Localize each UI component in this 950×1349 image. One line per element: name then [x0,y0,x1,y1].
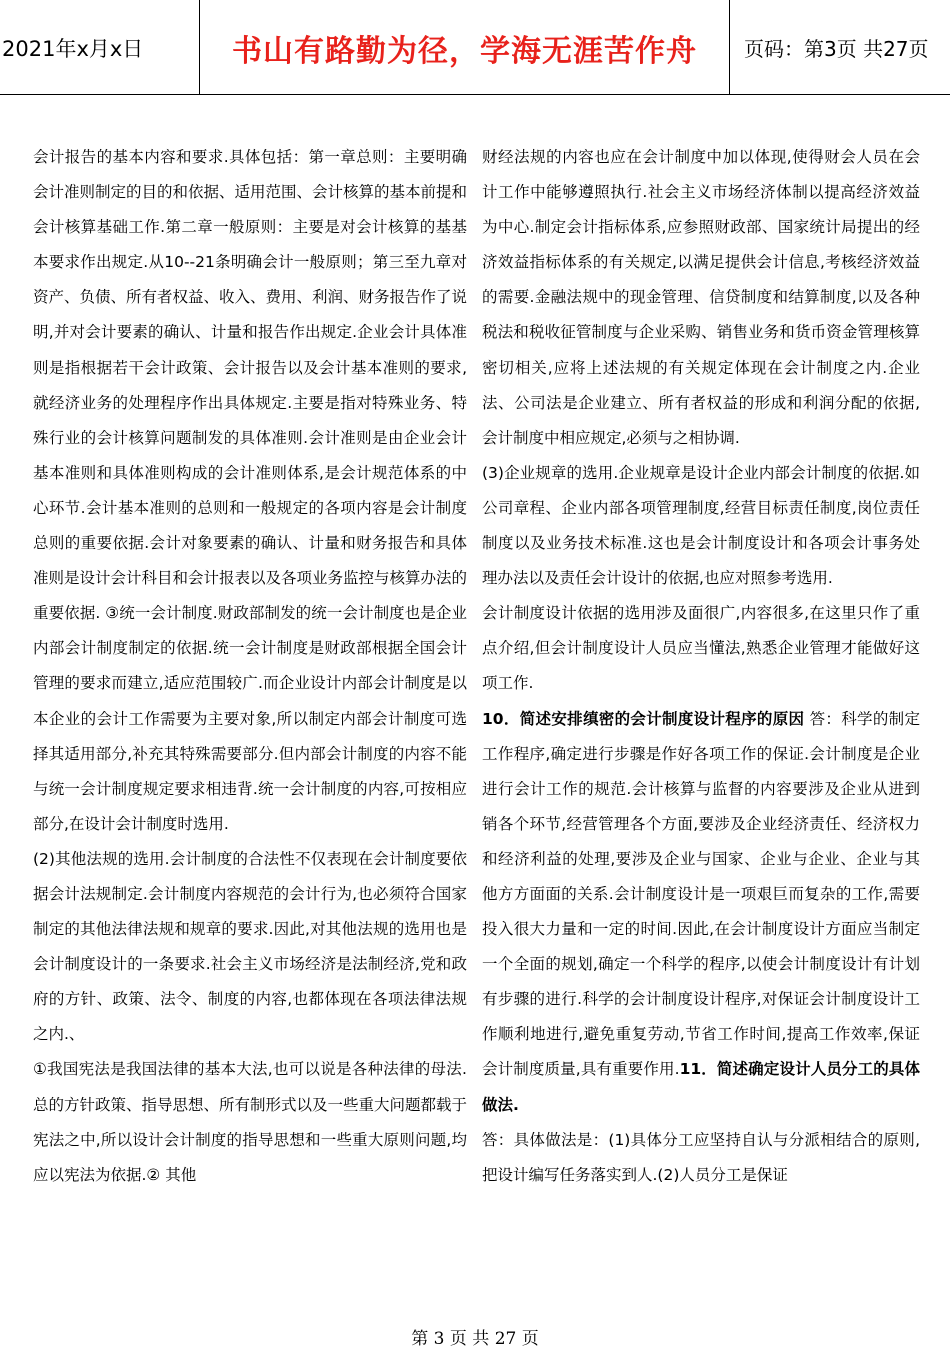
header-motto: 书山有路勤为径，学海无涯苦作舟 [200,0,730,95]
question-10-title: 10．简述安排缜密的会计制度设计程序的原因 [482,709,805,728]
paragraph: 会计制度设计依据的选用涉及面很广,内容很多,在这里只作了重点介绍,但会计制度设计人员应当懂法,熟悉企业管理才能做好这项工作. [482,604,920,693]
page-header [0,0,950,95]
right-column [482,140,920,1193]
header-page-info: 页码：第3页 共27页 [744,37,929,61]
question-11-title: 11．简述确定设计人员分工的具体做法. [482,1060,920,1114]
question-10 [482,702,920,1123]
question-10-answer: 答：科学的制定工作程序,确定进行步骤是作好各项工作的保证.会计制度是企业进行会计工作的规范.会计核算与监督的内容要涉及企业从进到销各个环节,经营管理各个方面,要涉及企业经济责任、经济权力和经济利益的处理,要涉及企业与国家、企业与企业、企业与其他方方面面的关系.会计制度设计是一项艰巨而复杂的工作,需要投入很大力量和一定的时间.因此,在会计制度设计方面应当制定一个全面的规划,确定一个科学的程序,以使会计制度设计有计划有步骤的进行.科学的会计制度设计程序,对保证会计制度设计工作顺利地进行,避免重复劳动,节省工作时间,提高工作效率,保证会计制度质量,具有重要作用. [482,709,920,1079]
left-column [33,140,467,1193]
paragraph: (2)其他法规的选用.会计制度的合法性不仅表现在会计制度要依据会计法规制定.会计制度内容规范的会计行为,也必须符合国家制定的其他法律法规和规章的要求.因此,对其他法规的选用也是会计制度设计的一条要求.社会主义市场经济是法制经济,党和政府的方针、政策、法令、制度的内容,也都体现在各项法律法规之内.、 [33,849,467,1044]
question-11-answer: 答：具体做法是：(1)具体分工应坚持自认与分派相结合的原则,把设计编写任务落实到人.(2)人员分工是保证 [482,1130,920,1184]
paragraph: (3)企业规章的选用.企业规章是设计企业内部会计制度的依据.如公司章程、企业内部各项管理制度,经营目标责任制度,岗位责任制度以及业务技术标准.这也是会计制度设计和各项会计事务处理办法以及责任会计设计的依据,也应对照参考选用. [482,463,920,588]
paragraph: ①我国宪法是我国法律的基本大法,也可以说是各种法律的母法.总的方针政策、指导思想、所有制形式以及一些重大问题都载于宪法之中,所以设计会计制度的指导思想和一些重大原则问题,均应以宪法为依据.② 其他 [33,1060,468,1184]
page-footer: 第 3 页 共 27 页 [411,1329,539,1349]
paragraph: 会计报告的基本内容和要求.具体包括：第一章总则：主要明确会计准则制定的目的和依据、适用范围、会计核算的基本前提和会计核算基础工作.第二章一般原则：主要是对会计核算的基基本要求作出规定.从10--21条明确会计一般原则；第三至九章对资产、负债、所有者权益、收入、费用、利润、财务报告作了说明,并对会计要素的确认、计量和报告作出规定.企业会计具体准则是指根据若干会计政策、会计报告以及会计基本准则的要求,就经济业务的处理程序作出具体规定.主要是指对特殊业务、特殊行业的会计核算问题制发的具体准则.会计准则是由企业会计基本准则和具体准则构成的会计准则体系,是会计规范体系的中心环节.会计基本准则的总则和一般规定的各项内容是会计制度总则的重要依据.会计对象要素的确认、计量和财务报告和具体准则是设计会计科目和会计报表以及各项业务监控与核算办法的重要依据. ③统一会计制度.财政部制发的统一会计制度也是企业内部会计制度制定的依据.统一会计制度是财政部根据全国会计管理的要求而建立,适应范围较广.而企业设计内部会计制度是以本企业的会计工作需要为主要对象,所以制定内部会计制度可选择其适用部分,补充其特殊需要部分.但内部会计制度的内容不能与统一会计制度规定要求相违背.统一会计制度的内容,可按相应部分,在设计会计制度时选用. [33,148,468,833]
paragraph: 财经法规的内容也应在会计制度中加以体现,使得财会人员在会计工作中能够遵照执行.社会主义市场经济体制以提高经济效益为中心.制定会计指标体系,应参照财政部、国家统计局提出的经济效益指标体系的有关规定,以满足提供会计信息,考核经济效益的需要.金融法规中的现金管理、信贷制度和结算制度,以及各种税法和税收征管制度与企业采购、销售业务和货币资金管理核算密切相关,应将上述法规的有关规定体现在会计制度之内.企业法、公司法是企业建立、所有者权益的形成和利润分配的依据,会计制度中相应规定,必须与之相协调. [482,148,920,447]
header-date: 2021年x月x日 [0,0,200,95]
